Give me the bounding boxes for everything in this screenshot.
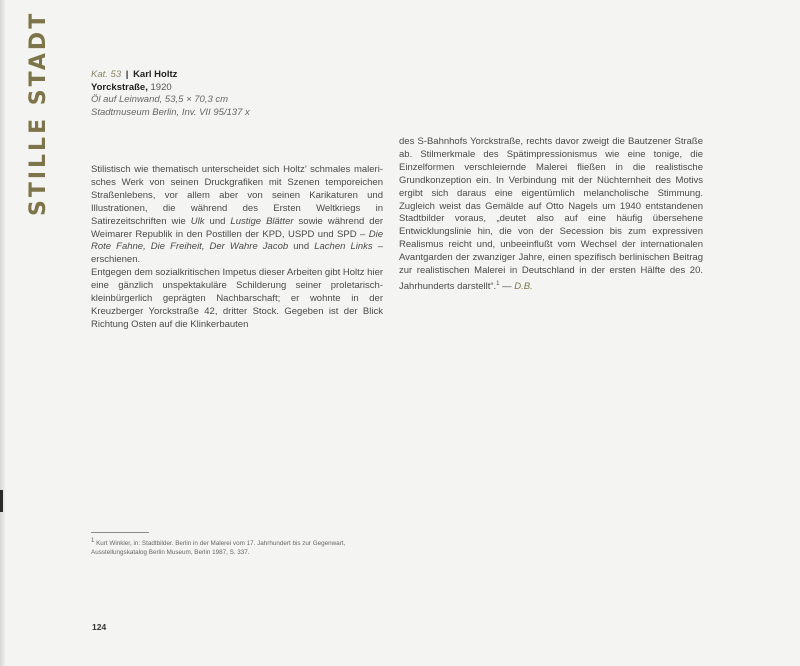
paragraph-1 — [91, 164, 383, 267]
catalog-separator: | — [125, 69, 129, 80]
paragraph-3 — [399, 136, 703, 294]
catalog-header-line — [91, 69, 250, 82]
footnote-divider — [91, 532, 149, 533]
periodical-lachen-links: Lachen Links — [314, 241, 373, 253]
footnote — [91, 537, 391, 557]
work-title: Yorckstraße, — [91, 81, 148, 93]
p3-text: des S-Bahnhofs Yorckstraße, rechts davor zweigt die Bautzener Straße ab. Stilmerkmale des Spätimpressionismus wie eine tonige, die Einzelformen verschleiernde Malerei fließen in die realistische Grundkonzeption ein. In Verbindung mit der Nüchternheit des Motivs ergibt sich daraus eine eigentümlich melancholische Stimmung. Zugleich weist das Gemälde auf Otto Nagels um 1940 entstandenen Stadtbilder voraus, „deutet also auf eine häufig übersehene Entwicklungslinie hin, die von der Secession bis zum expressiven Realismus reicht und, unbeeinflußt vom Wechsel der internationalen Avantgarden der zwanziger Jahre, einen spezifisch berlinischen Beitrag zur realistischen Malerei in Deutschland in der ersten Hälfte des 20. Jahrhunderts darstellt“. — [399, 136, 703, 293]
work-medium: Öl auf Leinwand, 53,5 × 70,3 cm — [91, 94, 229, 106]
author-dash: — — [502, 281, 512, 293]
p1-und-1: und — [209, 215, 226, 227]
artist-name: Karl Holtz — [133, 69, 178, 80]
section-title: STILLE STADT — [26, 10, 51, 216]
p1-text-c: – erschienen. — [91, 241, 384, 266]
p1-text-b: sowie während der Weimarer Republik in den Postillen der KPD, USPD und SPD – — [91, 215, 384, 240]
p1-text-a: Stilistisch wie thematisch unterscheidet sich Holtz’ schmales malerisches Werk von seinen Druckgrafiken mit Szenen temporeichen Straßenlebens, vor allem aber von seinen Karikaturen und Illustrationen, die während des Ersten Weltkriegs in Satirezeitschriften wie — [91, 164, 383, 227]
body-column-right — [399, 136, 703, 294]
periodical-ulk: Ulk — [190, 215, 205, 227]
binding-mark — [0, 490, 3, 512]
page-left-edge — [0, 0, 6, 666]
catalog-number: Kat. 53 — [91, 69, 122, 80]
author-initials: D.B. — [514, 281, 533, 293]
footnote-reference: 1 — [496, 280, 500, 287]
p1-und-2: und — [293, 241, 310, 253]
body-column-left — [91, 164, 383, 332]
work-title-line — [91, 82, 250, 95]
footnote-text: Kurt Winkler, in: Stadtbilder. Berlin in der Malerei vom 17. Jahrhundert bis zur Gegenwart, Ausstellungskatalog Berlin Museum, Berlin 1987, S. 337. — [91, 540, 346, 557]
catalog-entry — [91, 69, 250, 119]
page-number: 124 — [92, 622, 107, 632]
paragraph-2: Entgegen dem sozialkritischen Impetus dieser Arbeiten gibt Holtz hier eine gänzlich unspektakuläre Schilderung seiner proletarisch-kleinbürgerlich geprägten Nachbarschaft; er wohnte in der Kreuzberger Yorckstraße 42, dritter Stock. Gegeben ist der Blick Richtung Osten auf die Klinkerbauten — [91, 267, 384, 330]
footnote-marker: 1 — [91, 538, 95, 544]
periodical-lustige-blaetter: Lustige Blätter — [230, 215, 294, 227]
periodicals-party-papers: Die Rote Fahne, Die Freiheit, Der Wahre Jacob — [91, 228, 384, 253]
work-location: Stadtmuseum Berlin, Inv. VII 95/137 x — [91, 106, 250, 118]
work-year: 1920 — [150, 81, 172, 93]
